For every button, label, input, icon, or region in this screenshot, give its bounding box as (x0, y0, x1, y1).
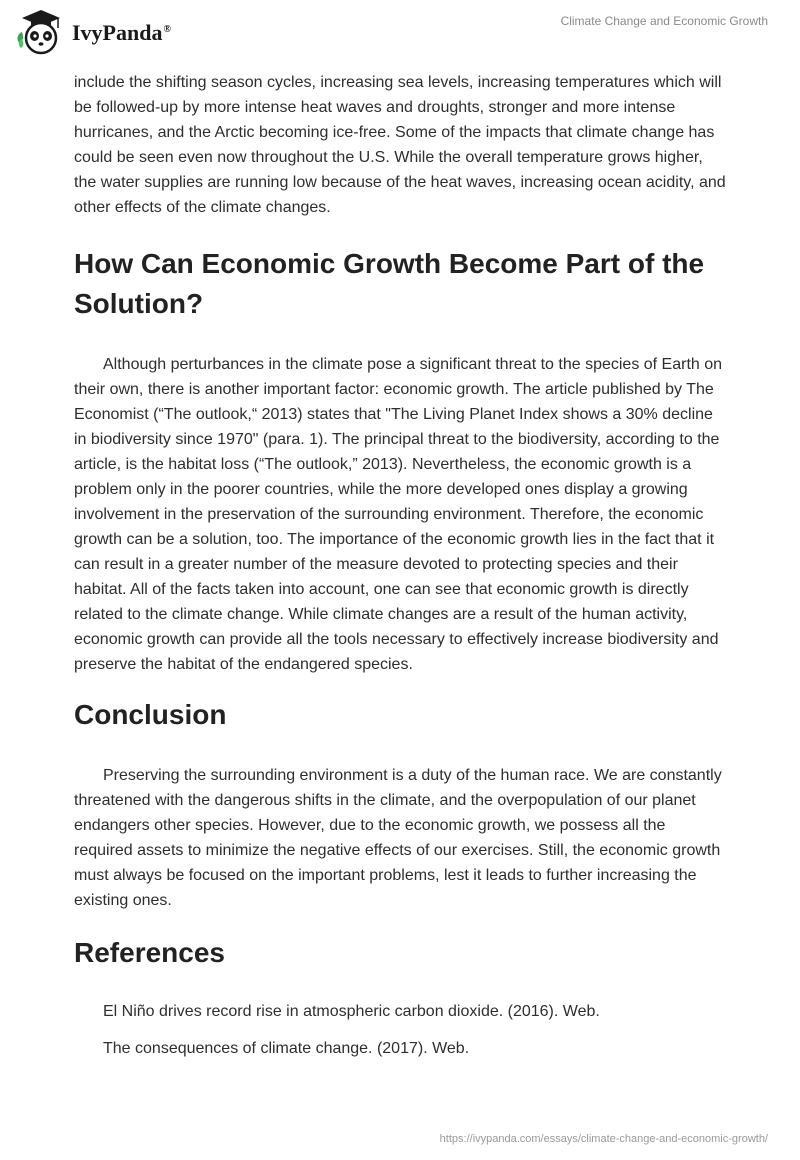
section-heading-conclusion: Conclusion (74, 699, 227, 730)
source-url[interactable]: https://ivypanda.com/essays/climate-change-and-economic-growth/ (439, 1133, 768, 1145)
reference-item: The consequences of climate change. (2017). Web. (103, 1040, 470, 1057)
page-header (0, 0, 800, 64)
logo-wordmark: IvyPanda® (72, 20, 171, 45)
conclusion-paragraph: Preserving the surrounding environment is a duty of the human race. We are constantly threatened with the dangerous shifts in the climate, and the overpopulation of our planet endangers other species. However, due to the economic growth, we possess all the required assets to minimize the negative effects of our exercises. Still, the economic growth must always be focused on the important problems, lest it leads to further increasing the existing ones. (74, 767, 722, 909)
intro-paragraph: include the shifting season cycles, increasing sea levels, increasing temperatures which will be followed-up by more intense heat waves and droughts, stronger and more intense hurricanes, and the Arctic becoming ice-free. Some of the impacts that climate change has could be seen even now throughout the U.S. While the overall temperature grows higher, the water supplies are running low because of the heat waves, increasing ocean acidity, and other effects of the climate changes. (74, 74, 726, 216)
document-title: Climate Change and Economic Growth (560, 14, 768, 28)
solution-paragraph: Although perturbances in the climate pose a significant threat to the species of Earth on their own, there is another important factor: economic growth. The article published by The Economist (“The outlook,“ 2013) states that "The Living Planet Index shows a 30% decline in biodiversity since 1970" (para. 1). The principal threat to the biodiversity, according to the article, is the habitat loss (“The outlook,” 2013). Nevertheless, the economic growth is a problem only in the poorer countries, while the more developed ones display a growing involvement in the preservation of the surrounding environment. Therefore, the economic growth can be a solution, too. The importance of the economic growth lies in the fact that it can result in a greater number of the measure devoted to protecting species and their habitat. All of the facts taken into account, one can see that economic growth is directly related to the climate change. While climate changes are a result of the human activity, economic growth can provide all the tools necessary to effectively increase biodiversity and preserve the habitat of the endangered species. (74, 356, 723, 673)
reference-item: El Niño drives record rise in atmospheric carbon dioxide. (2016). Web. (103, 1003, 600, 1020)
section-heading-solution: How Can Economic Growth Become Part of the Solution? (74, 248, 705, 319)
essay-body (74, 70, 728, 1061)
ivypanda-logo[interactable] (14, 6, 171, 58)
section-heading-references: References (74, 937, 225, 968)
panda-logo-icon (14, 6, 66, 58)
registered-mark: ® (163, 23, 171, 35)
